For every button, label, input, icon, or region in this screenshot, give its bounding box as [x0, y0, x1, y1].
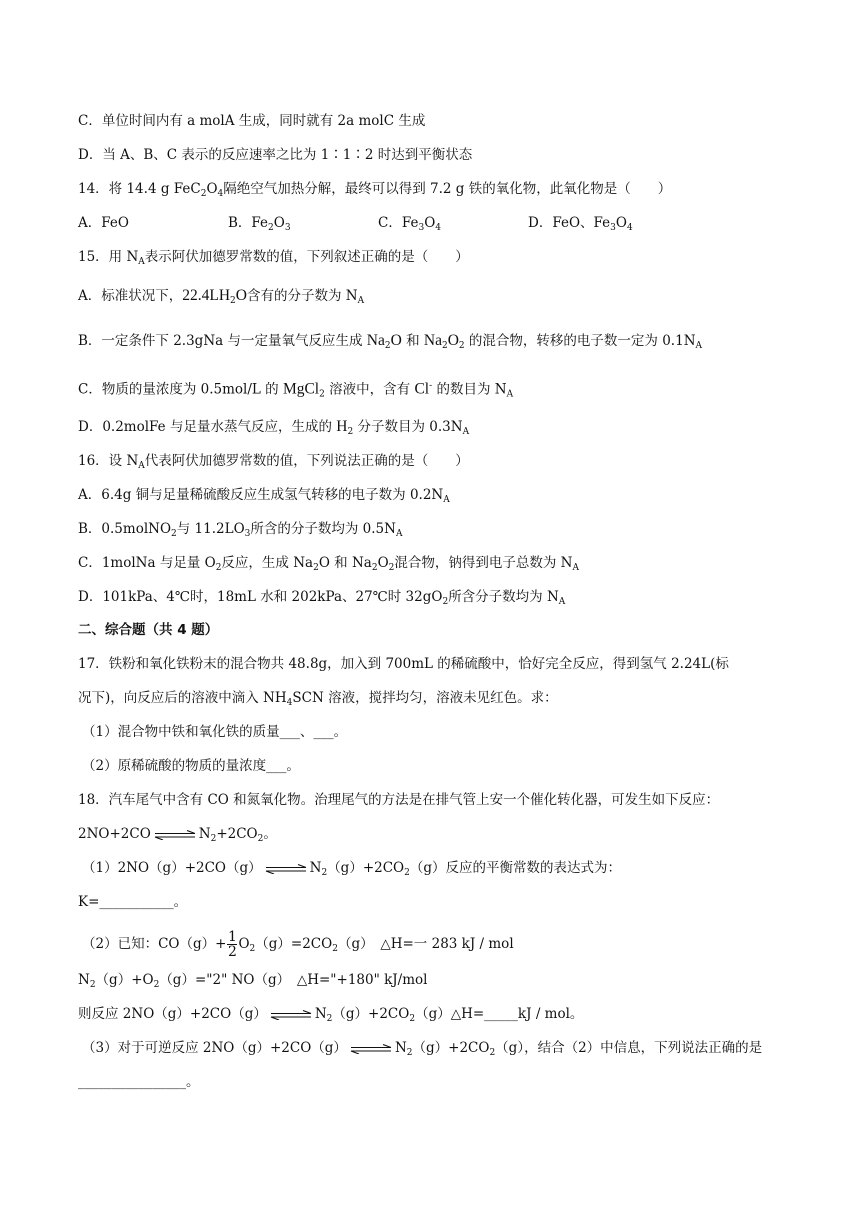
q18-reaction-deltah: 则反应 2NO（g）+2CO（g） $N_2(g)+2CO_2(g)\triangle H=\_\_\_\_\_kJ$ / mol。 [78, 1006, 584, 1024]
q18-part1: （1）2NO（g）+2CO（g） $N_2(g)+2CO_2(g)$反应的平衡常数的表达式为： [82, 860, 622, 878]
q17-stem-line2: 况下)，向反应后的溶液中滴入 $NH_4SCN$ 溶液，搅拌均匀，溶液未见红色。求： [78, 690, 558, 708]
q14-option-a: A．FeO [78, 215, 129, 231]
equilibrium-arrow-icon [270, 1010, 312, 1020]
q15-option-d: D．0.2molFe 与足量水蒸气反应，生成的 $H_2$ 分子数目为 $0.3N_A$ [78, 418, 470, 437]
q16-option-a: A．6.4g 铜与足量稀硫酸反应生成氢气转移的电子数为 $0.2N_A$ [78, 487, 450, 505]
q16-stem: 16．设 $N_A$代表阿伏加德罗常数的值，下列说法正确的是（ ） [78, 453, 469, 471]
q16-option-c: C．1molNa 与足量 $O_2$反应，生成 $Na_2O$ 和 $Na_2O_2$混合物，钠得到电子总数为 $N_A$ [78, 555, 579, 573]
q14-option-b: B．$Fe_2O_3$ [228, 215, 291, 233]
equilibrium-arrow-icon [265, 864, 307, 874]
section-heading: 二、综合题（共 4 题） [78, 622, 219, 638]
q16-option-b: B．0.5molNO$_2$与 $11.2LO_3$所含的分子数均为 $0.5N_A$ [78, 521, 403, 539]
q15-option-b: B．一定条件下 2.3gNa 与一定量氧气反应生成 $Na_2O$ 和 $Na_2O_2$ 的混合物，转移的电子数一定为 $0.1N_A$ [78, 332, 703, 351]
q15-option-c: C．物质的量浓度为 0.5mol/L 的 MgCl$_2$ 溶液中，含有 Cl- 的数目为 $N_A$ [78, 380, 514, 400]
fraction-one-half: $\frac{1}{2}$ [227, 929, 237, 960]
q18-stem-line1: 18．汽车尾气中含有 CO 和氮氧化物。治理尾气的方法是在排气管上安一个催化转化器，可发生如下反应： [78, 792, 720, 808]
q14-option-d: D．FeO、$Fe_3O_4$ [528, 215, 633, 233]
q17-part2: （2）原稀硫酸的物质的量浓度___。 [82, 758, 300, 774]
q18-k-expression: K=___________。 [78, 894, 188, 910]
q18-answer-blank: ________________。 [78, 1074, 200, 1090]
q15-stem: 15．用 $N_A$表示阿伏加德罗常数的值，下列叙述正确的是（ ） [78, 249, 469, 267]
equilibrium-arrow-icon [350, 1044, 392, 1054]
q17-stem-line1: 17．铁粉和氧化铁粉末的混合物共 48.8g，加入到 700mL 的稀硫酸中，恰好完全反应，得到氢气 2.24L(标 [78, 656, 729, 672]
q15-option-a: A．标准状况下，$22.4LH_2O$含有的分子数为 $N_A$ [78, 287, 365, 306]
q17-part1: （1）混合物中铁和氧化铁的质量___、___。 [82, 724, 348, 740]
q13-option-d: D．当 A、B、C 表示的反应速率之比为 1∶1∶2 时达到平衡状态 [78, 147, 473, 163]
q14-stem: 14．将 14.4 g $FeC_2O_4$隔绝空气加热分解，最终可以得到 7.2 g 铁的氧化物，此氧化物是（ ） [78, 181, 672, 199]
q16-option-d: D．101kPa、4℃时，18mL 水和 202kPa、27℃时 $32gO_2$所含分子数均为 $N_A$ [78, 589, 566, 607]
equilibrium-arrow-icon [154, 830, 196, 840]
q18-equation: 2NO+2CO $N_2+2CO_2$。 [78, 826, 277, 844]
q13-option-c: C．单位时间内有 a molA 生成，同时就有 2a molC 生成 [78, 113, 426, 129]
q18-n2-equation: $N_2(g)+O_2(g)="2$" NO（g） △H="+180" kJ/mol [78, 972, 428, 990]
q18-part3: （3）对于可逆反应 2NO（g）+2CO（g） $N_2(g)+2CO_2(g)$，结合（2）中信息，下列说法正确的是 [82, 1040, 763, 1058]
q14-option-c: C．$Fe_3O_4$ [378, 215, 441, 233]
q18-part2: （2）已知：CO（g）+ $\frac{1}{2}$ $O_2(g)=2CO_2(g)$ △H=一 283 kJ / mol [82, 929, 514, 960]
